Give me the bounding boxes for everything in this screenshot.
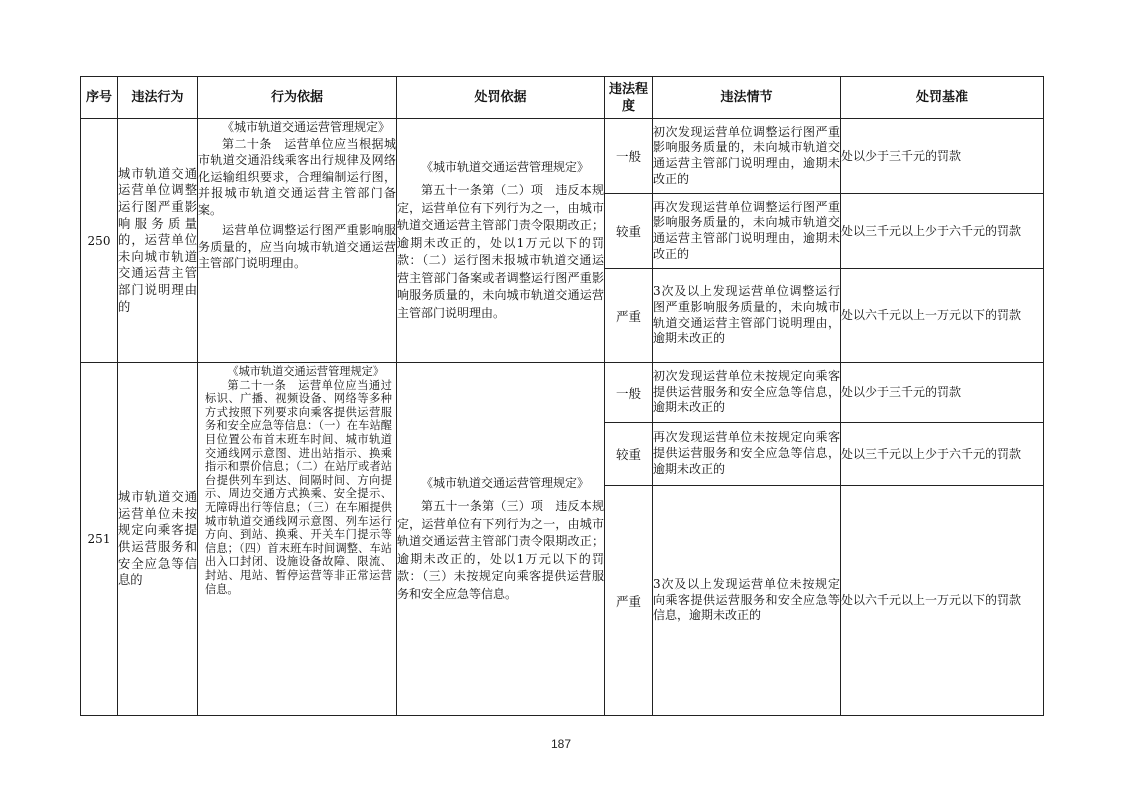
- table-row: [81, 119, 1044, 194]
- circumstance-severe: 3次及以上发现运营单位调整运行图严重影响服务质量的，未向城市轨道交通运营主管部门说明理由，逾期未改正的: [653, 269, 841, 363]
- row-seq: 251: [81, 363, 118, 716]
- header-circumstance: 违法情节: [653, 77, 841, 119]
- penalty-benchmark-table: [80, 76, 1044, 716]
- basis-article: 第二十条 运营单位应当根据城市轨道交通沿线乘客出行规律及网络化运输组织要求，合理编制运行图，并报城市轨道交通运营主管部门备案。: [198, 136, 396, 217]
- header-degree: 违法程度: [605, 77, 653, 119]
- row-behavior-basis: [198, 119, 397, 363]
- degree-serious: 较重: [605, 194, 653, 269]
- row-violation-act: 城市轨道交通运营单位未按规定向乘客提供运营服务和安全应急等信息的: [118, 363, 198, 716]
- punish-article: 第五十一条第（三）项 违反本规定，运营单位有下列行为之一，由城市轨道交通运营主管部门责令限期改正；逾期未改正的，处以1万元以下的罚款：（三）未按规定向乘客提供运营服务和安全应急等信息。: [397, 499, 604, 601]
- benchmark-serious: 处以三千元以上少于六千元的罚款: [841, 194, 1044, 269]
- benchmark-general: 处以少于三千元的罚款: [841, 363, 1044, 423]
- benchmark-general: 处以少于三千元的罚款: [841, 119, 1044, 194]
- row-punishment-basis: [397, 363, 605, 716]
- circumstance-serious: 再次发现运营单位调整运行图严重影响服务质量的，未向城市轨道交通运营主管部门说明理由，逾期未改正的: [653, 194, 841, 269]
- benchmark-severe: 处以六千元以上一万元以下的罚款: [841, 269, 1044, 363]
- row-seq: 250: [81, 119, 118, 363]
- degree-general: 一般: [605, 119, 653, 194]
- basis-title: 《城市轨道交通运营管理规定》: [222, 120, 391, 134]
- header-benchmark: 处罚基准: [841, 77, 1044, 119]
- page-number: 187: [550, 737, 572, 751]
- row-behavior-basis: [198, 363, 397, 716]
- basis-title: 《城市轨道交通运营管理规定》: [227, 365, 385, 378]
- punish-title: 《城市轨道交通运营管理规定》: [421, 475, 590, 490]
- benchmark-serious: 处以三千元以上少于六千元的罚款: [841, 423, 1044, 486]
- circumstance-serious: 再次发现运营单位未按规定向乘客提供运营服务和安全应急等信息，逾期未改正的: [653, 423, 841, 486]
- row-punishment-basis: [397, 119, 605, 363]
- header-basis: 行为依据: [198, 77, 397, 119]
- header-punish: 处罚依据: [397, 77, 605, 119]
- degree-serious: 较重: [605, 423, 653, 486]
- circumstance-general: 初次发现运营单位调整运行图严重影响服务质量的，未向城市轨道交通运营主管部门说明理由，逾期未改正的: [653, 119, 841, 194]
- circumstance-general: 初次发现运营单位未按规定向乘客提供运营服务和安全应急等信息，逾期未改正的: [653, 363, 841, 423]
- degree-general: 一般: [605, 363, 653, 423]
- punish-article: 第五十一条第（二）项 违反本规定，运营单位有下列行为之一，由城市轨道交通运营主管部门责令限期改正；逾期未改正的，处以1万元以下的罚款：（二）运行图未报城市轨道交通运营主管部门备案或者调整运行图严重影响服务质量的，未向城市轨道交通运营主管部门说明理由。: [397, 183, 604, 320]
- benchmark-severe: 处以六千元以上一万元以下的罚款: [841, 486, 1044, 716]
- degree-severe: 严重: [605, 269, 653, 363]
- basis-article: 第二十一条 运营单位应当通过标识、广播、视频设备、网络等多种方式按照下列要求向乘客提供运营服务和安全应急等信息：（一）在车站醒目位置公布首末班车时间、城市轨道交通线网示意图、进出站指示、换乘指示和票价信息；（二）在站厅或者站台提供列车到达、间隔时间、方向提示、周边交通方式换乘、安全提示、无障碍出行等信息；（三）在车厢提供城市轨道交通线网示意图、列车运行方向、到站、换乘、开关车门提示等信息；（四）首末班车时间调整、车站出入口封闭、设施设备故障、限流、封站、甩站、暂停运营等非正常运营信息。: [205, 378, 392, 596]
- header-seq: 序号: [81, 77, 118, 119]
- header-act: 违法行为: [118, 77, 198, 119]
- table-row: [81, 363, 1044, 423]
- row-violation-act: 城市轨道交通运营单位调整运行图严重影响服务质量的，运营单位未向城市轨道交通运营主管部门说明理由的: [118, 119, 198, 363]
- degree-severe: 严重: [605, 486, 653, 716]
- header-row: [81, 77, 1044, 119]
- basis-article-extra: 运营单位调整运行图严重影响服务质量的，应当向城市轨道交通运营主管部门说明理由。: [198, 223, 396, 270]
- punish-title: 《城市轨道交通运营管理规定》: [421, 159, 590, 174]
- circumstance-severe: 3次及以上发现运营单位未按规定向乘客提供运营服务和安全应急等信息，逾期未改正的: [653, 486, 841, 716]
